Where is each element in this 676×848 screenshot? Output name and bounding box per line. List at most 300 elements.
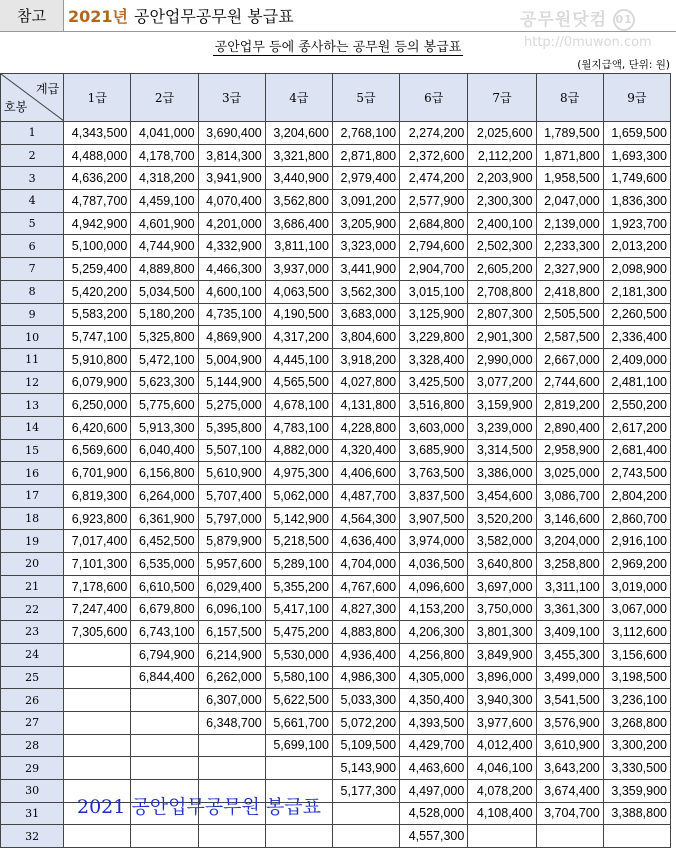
salary-cell: 2,409,000: [603, 348, 670, 371]
salary-cell: 4,070,400: [198, 190, 265, 213]
grade-header: 6급: [400, 74, 468, 122]
step-cell: 12: [1, 371, 64, 394]
salary-cell: 2,047,000: [536, 190, 603, 213]
salary-cell: 3,314,500: [468, 439, 536, 462]
salary-cell: 5,623,300: [131, 371, 198, 394]
step-cell: 13: [1, 394, 64, 417]
salary-cell: 2,901,300: [468, 326, 536, 349]
salary-cell: 2,804,200: [603, 485, 670, 508]
table-row: [1, 575, 671, 598]
salary-cell: 5,420,200: [64, 280, 131, 303]
salary-cell: 3,328,400: [400, 348, 468, 371]
step-cell: 3: [1, 167, 64, 190]
salary-cell: 5,472,100: [131, 348, 198, 371]
watermark-logo: [520, 5, 635, 31]
salary-cell: [468, 825, 536, 848]
salary-cell: 3,015,100: [400, 280, 468, 303]
salary-cell: 6,679,800: [131, 598, 198, 621]
salary-cell: 6,743,100: [131, 621, 198, 644]
salary-cell: 2,418,800: [536, 280, 603, 303]
salary-cell: 3,441,900: [332, 258, 399, 281]
table-row: [1, 190, 671, 213]
step-cell: 15: [1, 439, 64, 462]
salary-cell: 4,343,500: [64, 122, 131, 145]
salary-cell: 6,214,900: [198, 643, 265, 666]
salary-cell: 4,027,800: [332, 371, 399, 394]
salary-cell: 4,564,300: [332, 507, 399, 530]
table-row: [1, 598, 671, 621]
salary-cell: 3,520,200: [468, 507, 536, 530]
salary-cell: 6,923,800: [64, 507, 131, 530]
salary-cell: 2,819,200: [536, 394, 603, 417]
salary-cell: 4,178,700: [131, 144, 198, 167]
salary-table: [0, 73, 671, 848]
salary-cell: 5,395,800: [198, 416, 265, 439]
salary-cell: 4,735,100: [198, 303, 265, 326]
salary-cell: 3,690,400: [198, 122, 265, 145]
table-row: [1, 643, 671, 666]
step-cell: 25: [1, 666, 64, 689]
salary-cell: 5,957,600: [198, 553, 265, 576]
salary-cell: 2,260,500: [603, 303, 670, 326]
salary-cell: 4,487,700: [332, 485, 399, 508]
grade-header: 4급: [265, 74, 332, 122]
salary-cell: 2,979,400: [332, 167, 399, 190]
header-row: [1, 74, 671, 122]
salary-cell: 4,131,800: [332, 394, 399, 417]
salary-cell: 4,036,500: [400, 553, 468, 576]
salary-cell: 3,811,100: [265, 235, 332, 258]
salary-cell: 3,388,800: [603, 802, 670, 825]
salary-cell: 5,507,100: [198, 439, 265, 462]
salary-cell: 6,262,000: [198, 666, 265, 689]
salary-cell: 3,156,600: [603, 643, 670, 666]
salary-cell: 5,072,200: [332, 711, 399, 734]
table-row: [1, 621, 671, 644]
salary-cell: 1,923,700: [603, 212, 670, 235]
salary-cell: [198, 734, 265, 757]
salary-cell: 4,393,500: [400, 711, 468, 734]
table-row: [1, 666, 671, 689]
salary-cell: 4,459,100: [131, 190, 198, 213]
table-row: [1, 167, 671, 190]
salary-cell: 5,417,100: [265, 598, 332, 621]
title-year: 2021년: [68, 7, 128, 26]
salary-cell: 2,794,600: [400, 235, 468, 258]
salary-cell: 2,904,700: [400, 258, 468, 281]
salary-cell: 3,198,500: [603, 666, 670, 689]
salary-cell: 4,305,000: [400, 666, 468, 689]
salary-cell: 2,013,200: [603, 235, 670, 258]
salary-cell: 3,941,900: [198, 167, 265, 190]
salary-cell: [265, 757, 332, 780]
salary-cell: 6,361,900: [131, 507, 198, 530]
table-row: [1, 507, 671, 530]
salary-cell: 2,890,400: [536, 416, 603, 439]
watermark-badge-icon: 01: [613, 9, 635, 31]
salary-cell: [64, 643, 131, 666]
salary-cell: 2,743,500: [603, 462, 670, 485]
salary-cell: 7,247,400: [64, 598, 131, 621]
grade-header: 5급: [332, 74, 399, 122]
salary-cell: 3,455,300: [536, 643, 603, 666]
salary-cell: 3,640,800: [468, 553, 536, 576]
salary-cell: 3,499,000: [536, 666, 603, 689]
salary-cell: 6,307,000: [198, 689, 265, 712]
salary-cell: 2,667,000: [536, 348, 603, 371]
step-cell: 31: [1, 802, 64, 825]
table-row: [1, 757, 671, 780]
salary-cell: 3,300,200: [603, 734, 670, 757]
salary-cell: 4,320,400: [332, 439, 399, 462]
salary-cell: 5,325,800: [131, 326, 198, 349]
table-row: [1, 144, 671, 167]
grade-header: 1급: [64, 74, 131, 122]
step-cell: 26: [1, 689, 64, 712]
salary-cell: 2,860,700: [603, 507, 670, 530]
salary-cell: 5,530,000: [265, 643, 332, 666]
salary-cell: 6,157,500: [198, 621, 265, 644]
salary-cell: 4,869,900: [198, 326, 265, 349]
salary-cell: 2,617,200: [603, 416, 670, 439]
salary-cell: 4,601,900: [131, 212, 198, 235]
salary-cell: 5,177,300: [332, 779, 399, 802]
salary-cell: 3,937,000: [265, 258, 332, 281]
salary-cell: 1,693,300: [603, 144, 670, 167]
salary-cell: 2,233,300: [536, 235, 603, 258]
salary-cell: 5,879,900: [198, 530, 265, 553]
salary-cell: 3,674,400: [536, 779, 603, 802]
step-cell: 22: [1, 598, 64, 621]
salary-cell: 4,557,300: [400, 825, 468, 848]
salary-cell: 4,190,500: [265, 303, 332, 326]
salary-cell: 3,804,600: [332, 326, 399, 349]
step-cell: 32: [1, 825, 64, 848]
salary-cell: 4,063,500: [265, 280, 332, 303]
salary-cell: [64, 689, 131, 712]
salary-cell: 3,386,000: [468, 462, 536, 485]
corner-label-step: 호봉: [4, 100, 28, 114]
salary-cell: 3,236,100: [603, 689, 670, 712]
salary-cell: [64, 666, 131, 689]
salary-cell: 6,250,000: [64, 394, 131, 417]
salary-cell: 5,610,900: [198, 462, 265, 485]
salary-cell: 4,882,000: [265, 439, 332, 462]
salary-cell: 4,046,100: [468, 757, 536, 780]
salary-cell: 6,264,000: [131, 485, 198, 508]
grade-header: 9급: [603, 74, 670, 122]
salary-cell: 3,837,500: [400, 485, 468, 508]
salary-cell: 3,359,900: [603, 779, 670, 802]
salary-cell: 3,112,600: [603, 621, 670, 644]
salary-cell: 5,062,000: [265, 485, 332, 508]
table-row: [1, 485, 671, 508]
salary-cell: 6,794,900: [131, 643, 198, 666]
salary-cell: 4,317,200: [265, 326, 332, 349]
salary-cell: 4,783,100: [265, 416, 332, 439]
salary-cell: 4,787,700: [64, 190, 131, 213]
salary-cell: [64, 825, 131, 848]
salary-cell: 4,108,400: [468, 802, 536, 825]
salary-cell: 4,445,100: [265, 348, 332, 371]
salary-cell: 3,683,000: [332, 303, 399, 326]
salary-cell: 3,541,500: [536, 689, 603, 712]
step-cell: 10: [1, 326, 64, 349]
table-subtitle: [0, 36, 676, 55]
salary-cell: 3,019,000: [603, 575, 670, 598]
salary-cell: 3,440,900: [265, 167, 332, 190]
watermark-name: 공무원닷컴: [520, 10, 608, 30]
step-cell: 29: [1, 757, 64, 780]
title-text: 공안업무공무원 봉급표: [134, 7, 294, 26]
salary-cell: 2,481,100: [603, 371, 670, 394]
salary-cell: 3,425,500: [400, 371, 468, 394]
salary-cell: 4,318,200: [131, 167, 198, 190]
watermark-url: http://0muwon.com: [524, 35, 652, 50]
salary-cell: 4,153,200: [400, 598, 468, 621]
grade-header: 3급: [198, 74, 265, 122]
table-row: [1, 258, 671, 281]
salary-cell: 2,550,200: [603, 394, 670, 417]
salary-cell: 3,918,200: [332, 348, 399, 371]
step-cell: 8: [1, 280, 64, 303]
salary-cell: 5,100,000: [64, 235, 131, 258]
salary-cell: 3,763,500: [400, 462, 468, 485]
salary-cell: 5,707,400: [198, 485, 265, 508]
salary-cell: 3,025,000: [536, 462, 603, 485]
step-cell: 20: [1, 553, 64, 576]
salary-cell: 3,204,000: [536, 530, 603, 553]
step-cell: 4: [1, 190, 64, 213]
salary-cell: 4,767,600: [332, 575, 399, 598]
table-row: [1, 394, 671, 417]
salary-cell: 3,940,300: [468, 689, 536, 712]
salary-cell: 3,205,900: [332, 212, 399, 235]
salary-cell: 3,896,000: [468, 666, 536, 689]
salary-cell: 3,582,000: [468, 530, 536, 553]
salary-cell: 3,697,000: [468, 575, 536, 598]
salary-cell: 4,528,000: [400, 802, 468, 825]
salary-cell: [131, 734, 198, 757]
salary-cell: [64, 757, 131, 780]
salary-cell: 5,775,600: [131, 394, 198, 417]
salary-cell: 2,684,800: [400, 212, 468, 235]
salary-cell: 3,086,700: [536, 485, 603, 508]
salary-cell: 3,610,900: [536, 734, 603, 757]
salary-cell: 5,699,100: [265, 734, 332, 757]
salary-cell: 5,475,200: [265, 621, 332, 644]
salary-cell: 2,768,100: [332, 122, 399, 145]
salary-cell: 5,144,900: [198, 371, 265, 394]
table-row: [1, 280, 671, 303]
salary-cell: 7,305,600: [64, 621, 131, 644]
table-row: [1, 439, 671, 462]
table-row: [1, 553, 671, 576]
salary-cell: 2,681,400: [603, 439, 670, 462]
salary-cell: 3,814,300: [198, 144, 265, 167]
salary-cell: [198, 757, 265, 780]
subtitle-text: 공안업무 등에 종사하는 공무원 등의 봉급표: [214, 40, 462, 55]
salary-cell: 6,452,500: [131, 530, 198, 553]
salary-cell: 3,330,500: [603, 757, 670, 780]
grade-header: 8급: [536, 74, 603, 122]
salary-cell: 3,977,600: [468, 711, 536, 734]
step-cell: 9: [1, 303, 64, 326]
salary-cell: 3,091,200: [332, 190, 399, 213]
salary-cell: 6,040,400: [131, 439, 198, 462]
salary-cell: 2,372,600: [400, 144, 468, 167]
salary-cell: 2,400,100: [468, 212, 536, 235]
salary-cell: 5,033,300: [332, 689, 399, 712]
step-cell: 19: [1, 530, 64, 553]
salary-cell: 6,844,400: [131, 666, 198, 689]
table-row: [1, 462, 671, 485]
salary-cell: 4,986,300: [332, 666, 399, 689]
salary-cell: 3,146,600: [536, 507, 603, 530]
step-cell: 7: [1, 258, 64, 281]
step-cell: 18: [1, 507, 64, 530]
salary-cell: 6,535,000: [131, 553, 198, 576]
salary-cell: 2,336,400: [603, 326, 670, 349]
salary-cell: 2,605,200: [468, 258, 536, 281]
overlay-caption: 2021 공안업무공무원 봉급표: [77, 796, 321, 818]
salary-cell: 6,079,900: [64, 371, 131, 394]
salary-cell: 4,883,800: [332, 621, 399, 644]
salary-cell: 3,454,600: [468, 485, 536, 508]
salary-cell: 2,139,000: [536, 212, 603, 235]
corner-header: [1, 74, 64, 122]
salary-cell: [131, 757, 198, 780]
salary-cell: 2,112,200: [468, 144, 536, 167]
table-row: [1, 734, 671, 757]
salary-cell: 7,101,300: [64, 553, 131, 576]
salary-cell: 3,576,900: [536, 711, 603, 734]
salary-cell: 2,871,800: [332, 144, 399, 167]
salary-cell: 3,974,000: [400, 530, 468, 553]
salary-cell: [603, 825, 670, 848]
step-cell: 1: [1, 122, 64, 145]
salary-cell: 5,259,400: [64, 258, 131, 281]
salary-cell: 5,661,700: [265, 711, 332, 734]
salary-cell: 2,744,600: [536, 371, 603, 394]
salary-cell: 3,067,000: [603, 598, 670, 621]
step-cell: 21: [1, 575, 64, 598]
salary-cell: 3,311,100: [536, 575, 603, 598]
salary-cell: 4,206,300: [400, 621, 468, 644]
salary-cell: 4,466,300: [198, 258, 265, 281]
salary-cell: 5,142,900: [265, 507, 332, 530]
table-row: [1, 326, 671, 349]
salary-cell: 4,636,200: [64, 167, 131, 190]
salary-cell: [131, 825, 198, 848]
salary-cell: 3,801,300: [468, 621, 536, 644]
salary-cell: 4,228,800: [332, 416, 399, 439]
salary-cell: 3,268,800: [603, 711, 670, 734]
salary-cell: 4,350,400: [400, 689, 468, 712]
salary-cell: 5,180,200: [131, 303, 198, 326]
table-row: [1, 235, 671, 258]
salary-cell: 3,204,600: [265, 122, 332, 145]
salary-cell: 5,143,900: [332, 757, 399, 780]
salary-cell: 4,488,000: [64, 144, 131, 167]
table-row: [1, 530, 671, 553]
salary-cell: 2,577,900: [400, 190, 468, 213]
step-cell: 11: [1, 348, 64, 371]
salary-cell: 3,258,800: [536, 553, 603, 576]
salary-cell: 7,017,400: [64, 530, 131, 553]
salary-cell: 3,849,900: [468, 643, 536, 666]
salary-cell: [265, 825, 332, 848]
salary-cell: 3,409,100: [536, 621, 603, 644]
salary-cell: 6,420,600: [64, 416, 131, 439]
salary-cell: 6,610,500: [131, 575, 198, 598]
salary-cell: 4,332,900: [198, 235, 265, 258]
reference-tag: 참고: [0, 0, 64, 31]
salary-cell: 5,004,900: [198, 348, 265, 371]
table-body: [1, 122, 671, 848]
step-cell: 16: [1, 462, 64, 485]
salary-cell: 4,942,900: [64, 212, 131, 235]
salary-cell: 3,704,700: [536, 802, 603, 825]
salary-cell: 1,958,500: [536, 167, 603, 190]
salary-cell: 2,916,100: [603, 530, 670, 553]
table-row: [1, 348, 671, 371]
table-row: [1, 122, 671, 145]
top-bar: [0, 0, 676, 32]
salary-cell: 1,836,300: [603, 190, 670, 213]
salary-cell: 5,109,500: [332, 734, 399, 757]
step-cell: 5: [1, 212, 64, 235]
step-cell: 2: [1, 144, 64, 167]
salary-cell: 6,156,800: [131, 462, 198, 485]
salary-cell: 5,913,300: [131, 416, 198, 439]
table-row: [1, 689, 671, 712]
salary-cell: 4,678,100: [265, 394, 332, 417]
salary-cell: 2,502,300: [468, 235, 536, 258]
salary-cell: 4,636,400: [332, 530, 399, 553]
corner-label-grade: 계급: [36, 82, 60, 96]
salary-cell: [131, 689, 198, 712]
salary-cell: 2,203,900: [468, 167, 536, 190]
salary-cell: 4,406,600: [332, 462, 399, 485]
salary-cell: 5,355,200: [265, 575, 332, 598]
salary-cell: [536, 825, 603, 848]
salary-cell: 4,889,800: [131, 258, 198, 281]
salary-cell: 6,701,900: [64, 462, 131, 485]
salary-cell: 7,178,600: [64, 575, 131, 598]
salary-cell: 6,029,400: [198, 575, 265, 598]
salary-cell: 3,323,000: [332, 235, 399, 258]
salary-cell: [198, 825, 265, 848]
salary-cell: 5,275,000: [198, 394, 265, 417]
salary-cell: 3,643,200: [536, 757, 603, 780]
salary-cell: 3,361,300: [536, 598, 603, 621]
salary-cell: 1,789,500: [536, 122, 603, 145]
salary-cell: 1,659,500: [603, 122, 670, 145]
salary-cell: 3,603,000: [400, 416, 468, 439]
salary-cell: 3,685,900: [400, 439, 468, 462]
salary-cell: 5,583,200: [64, 303, 131, 326]
salary-cell: 3,562,800: [265, 190, 332, 213]
salary-cell: 6,569,600: [64, 439, 131, 462]
salary-cell: 2,958,900: [536, 439, 603, 462]
salary-cell: 6,819,300: [64, 485, 131, 508]
salary-cell: 4,201,000: [198, 212, 265, 235]
grade-header: 2급: [131, 74, 198, 122]
salary-cell: 3,562,300: [332, 280, 399, 303]
salary-cell: 1,749,600: [603, 167, 670, 190]
salary-cell: 2,327,900: [536, 258, 603, 281]
